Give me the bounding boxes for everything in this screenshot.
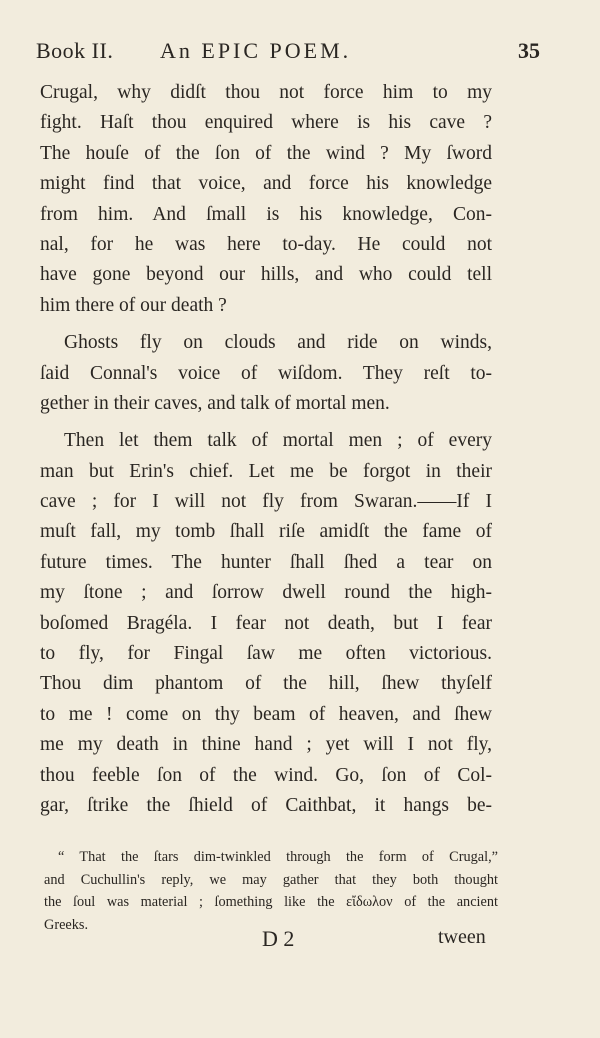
text-line: boſomed Bragéla. I fear not death, but I fear <box>40 612 492 634</box>
text-line: man but Erin's chief. Let me be forgot in their <box>40 460 492 482</box>
text-line: fight. Haſt thou enquired where is his cave ? <box>40 112 492 134</box>
text-line: gar, ſtrike the ſhield of Caithbat, it hangs be- <box>40 794 492 816</box>
page-number: 35 <box>518 38 540 63</box>
text-line: The houſe of the ſon of the wind ? My ſword <box>40 142 492 164</box>
footnote <box>44 846 498 936</box>
text-line: my ſtone ; and ſorrow dwell round the high- <box>40 582 492 604</box>
text-line: Thou dim phantom of the hill, ſhew thyſelf <box>40 673 492 695</box>
text-line: have gone beyond our hills, and who could tell <box>40 264 492 286</box>
text-line: him there of our death ? <box>40 294 227 316</box>
footnote-line: “ That the ſtars dim-twinkled through the form of Crugal,” <box>58 849 498 865</box>
footnote-line: Greeks. <box>44 916 89 933</box>
text-line: gether in their caves, and talk of mortal men. <box>40 392 390 414</box>
running-header <box>36 38 508 68</box>
text-line: nal, for he was here to-day. He could not <box>40 233 492 255</box>
text-line: future times. The hunter ſhall ſhed a tear on <box>40 551 492 573</box>
text-line: cave ; for I will not fly from Swaran.——If I <box>40 491 492 513</box>
text-line: thou feeble ſon of the wind. Go, ſon of Col- <box>40 764 492 786</box>
catchword: tween <box>438 926 486 948</box>
text-line: me my death in thine hand ; yet will I not fly, <box>40 734 492 756</box>
book-label: Book II. <box>36 38 114 63</box>
footnote-line: the ſoul was material ; ſomething like the εἴδωλον of the ancient <box>44 894 498 910</box>
paragraph-start: Ghosts fly on clouds and ride on winds, <box>64 332 492 354</box>
paragraph-start: Then let them talk of mortal men ; of every <box>64 430 492 452</box>
text-line: to me ! come on thy beam of heaven, and ſhew <box>40 703 492 725</box>
text-line: might find that voice, and force his knowledge <box>40 173 492 195</box>
text-line: muſt fall, my tomb ſhall riſe amidſt the fame of <box>40 521 492 543</box>
text-line: ſaid Connal's voice of wiſdom. They reſt to- <box>40 362 492 384</box>
signature-mark: D 2 <box>262 926 295 951</box>
text-line: Crugal, why didſt thou not force him to my <box>40 82 492 103</box>
text-line: to fly, for Fingal ſaw me often victorious. <box>40 643 492 665</box>
footnote-line: and Cuchullin's reply, we may gather that they both thought <box>44 871 498 888</box>
header-title: An EPIC POEM. <box>160 38 352 63</box>
text-line: from him. And ſmall is his knowledge, Con- <box>40 203 492 225</box>
main-text <box>40 78 492 821</box>
